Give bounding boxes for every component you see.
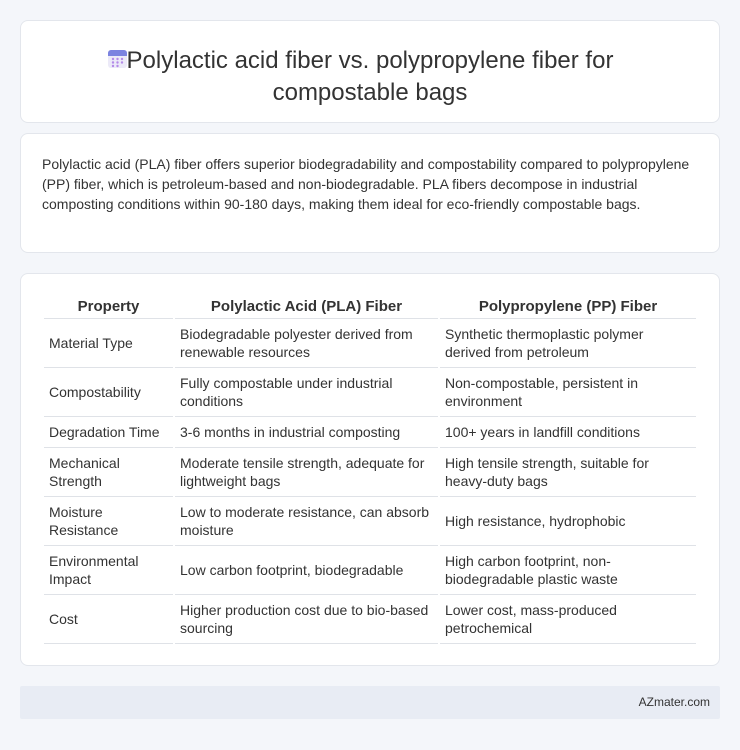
- footer-brand: AZmater.com: [638, 695, 710, 709]
- cell-pla: Low to moderate resistance, can absorb moisture: [175, 497, 438, 546]
- header-property: Property: [44, 295, 173, 319]
- comparison-card: [20, 273, 720, 666]
- page-title-line2: compostable bags: [272, 79, 468, 106]
- table-row: [44, 448, 696, 497]
- cell-pp: Non-compostable, persistent in environment: [440, 368, 696, 417]
- footer-bar: [20, 686, 720, 719]
- header-pla: Polylactic Acid (PLA) Fiber: [175, 295, 438, 319]
- header-pp: Polypropylene (PP) Fiber: [440, 295, 696, 319]
- table-row: [44, 319, 696, 368]
- cell-pp: High carbon footprint, non-biodegradable plastic waste: [440, 546, 696, 595]
- table-header-row: [44, 295, 696, 319]
- cell-pp: 100+ years in landfill conditions: [440, 417, 696, 448]
- cell-pp: Synthetic thermoplastic polymer derived from petroleum: [440, 319, 696, 368]
- cell-pla: 3-6 months in industrial composting: [175, 417, 438, 448]
- cell-pla: Higher production cost due to bio-based sourcing: [175, 595, 438, 644]
- cell-pla: Fully compostable under industrial conditions: [175, 368, 438, 417]
- cell-property: Degradation Time: [44, 417, 173, 448]
- cell-pla: Biodegradable polyester derived from renewable resources: [175, 319, 438, 368]
- cell-property: Environmental Impact: [44, 546, 173, 595]
- title-card: [20, 20, 720, 123]
- cell-property: Material Type: [44, 319, 173, 368]
- cell-property: Cost: [44, 595, 173, 644]
- table-row: [44, 417, 696, 448]
- table-row: [44, 368, 696, 417]
- cell-pla: Low carbon footprint, biodegradable: [175, 546, 438, 595]
- cell-property: Compostability: [44, 368, 173, 417]
- cell-pp: High resistance, hydrophobic: [440, 497, 696, 546]
- cell-property: Mechanical Strength: [44, 448, 173, 497]
- table-row: [44, 497, 696, 546]
- page-title: [21, 45, 719, 109]
- cell-property: Moisture Resistance: [44, 497, 173, 546]
- page-title-line1: Polylactic acid fiber vs. polypropylene fiber for: [126, 47, 614, 74]
- table-row: [44, 595, 696, 644]
- summary-card: [20, 133, 720, 253]
- comparison-table: [42, 295, 698, 644]
- cell-pp: Lower cost, mass-produced petrochemical: [440, 595, 696, 644]
- cell-pla: Moderate tensile strength, adequate for lightweight bags: [175, 448, 438, 497]
- cell-pp: High tensile strength, suitable for heavy-duty bags: [440, 448, 696, 497]
- table-row: [44, 546, 696, 595]
- summary-text: Polylactic acid (PLA) fiber offers superior biodegradability and compostability compared to polypropylene (PP) fiber, which is petroleum-based and non-biodegradable. PLA fibers decompose in industrial composting conditions within 90-180 days, making them ideal for eco-friendly compostable bags.: [42, 156, 690, 212]
